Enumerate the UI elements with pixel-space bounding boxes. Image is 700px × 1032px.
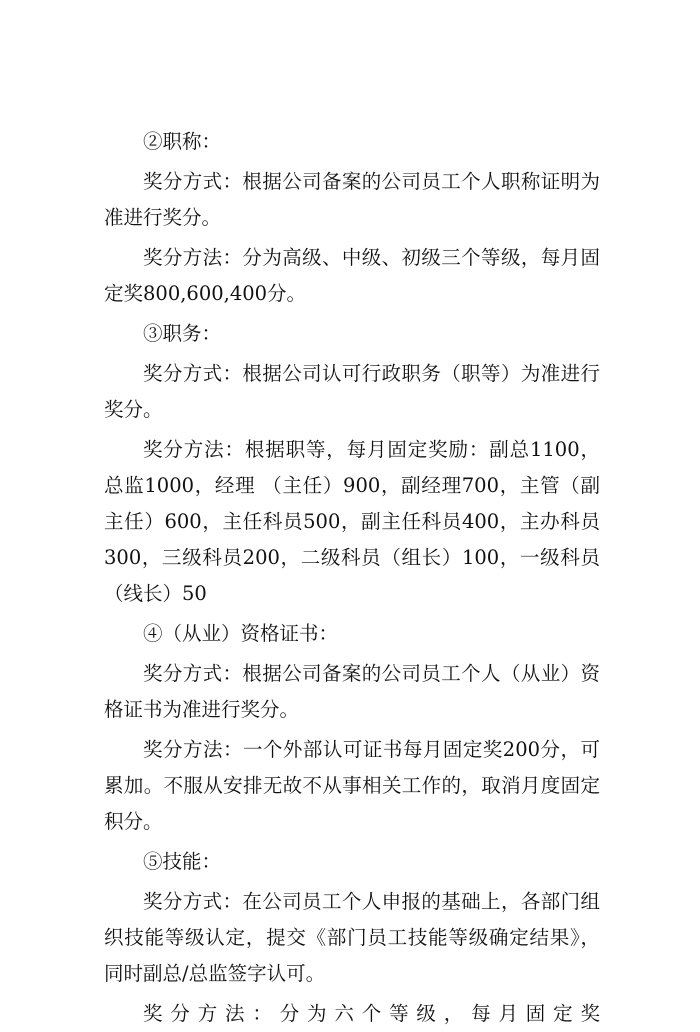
section-heading-certificate: ④（从业）资格证书： bbox=[143, 622, 339, 645]
paragraph-title-award-rule: 奖分方法：分为高级、中级、初级三个等级，每月固定奖800,600,400分。 bbox=[104, 246, 600, 305]
paragraph-position-award-rule: 奖分方法：根据职等，每月固定奖励：副总1100，总监1000，经理 （主任）900，副经理700，主管（副主任）600，主任科员500，副主任科员400，主办科员300，三级科员200，二级科员（组长）100，一级科员（线长）50 bbox=[104, 438, 600, 605]
section-heading-title: ②职称： bbox=[143, 130, 222, 153]
section-heading-skill: ⑤技能： bbox=[143, 850, 222, 873]
paragraph-skill-award-method: 奖分方式：在公司员工个人申报的基础上，各部门组织技能等级认定，提交《部门员工技能等级确定结果》，同时副总/总监签字认可。 bbox=[104, 890, 600, 985]
paragraph-position-award-method: 奖分方式：根据公司认可行政职务（职等）为准进行奖分。 bbox=[104, 362, 600, 421]
document-body bbox=[104, 124, 600, 1032]
paragraph-skill-award-rule: 奖分方法：分为六个等级，每月固定奖 bbox=[143, 1002, 600, 1025]
paragraph-title-award-method: 奖分方式：根据公司备案的公司员工个人职称证明为准进行奖分。 bbox=[104, 170, 600, 229]
paragraph-certificate-award-rule: 奖分方法：一个外部认可证书每月固定奖200分，可累加。不服从安排无故不从事相关工作的，取消月度固定积分。 bbox=[104, 738, 600, 833]
paragraph-certificate-award-method: 奖分方式：根据公司备案的公司员工个人（从业）资格证书为准进行奖分。 bbox=[104, 662, 600, 721]
section-heading-position: ③职务： bbox=[143, 322, 222, 345]
